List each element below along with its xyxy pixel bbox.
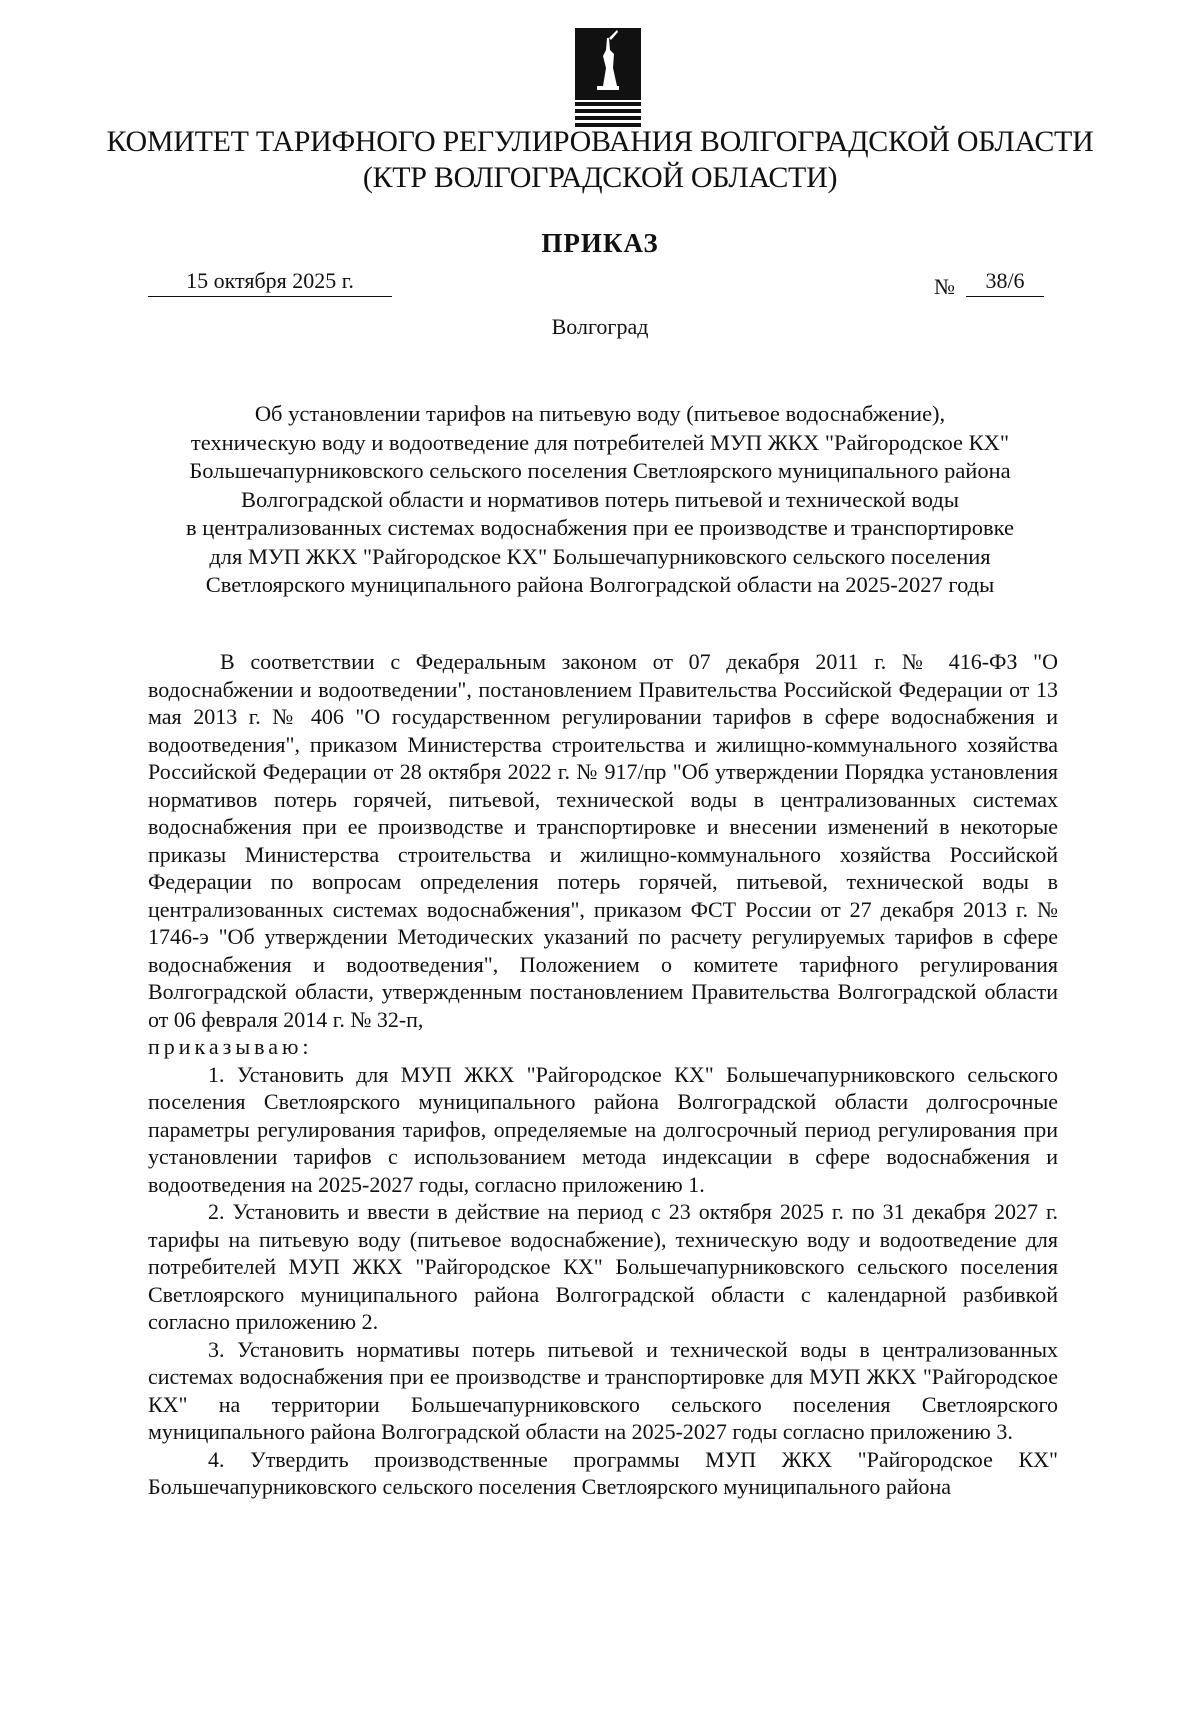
organization-name: КОМИТЕТ ТАРИФНОГО РЕГУЛИРОВАНИЯ ВОЛГОГРАДСКОЙ ОБЛАСТИ <box>106 125 1094 158</box>
subject-line: для МУП ЖКХ "Райгородское КХ" Большечапурниковского сельского поселения <box>209 543 991 569</box>
subject-line: Большечапурниковского сельского поселения Светлоярского муниципального района <box>189 458 1011 483</box>
order-number: 38/6 <box>966 266 1044 297</box>
order-item-3: 3. Установить нормативы потерь питьевой и технической воды в централизованных системах водоснабжения при ее производстве и транспортировке для МУП ЖКХ "Райгородское КХ" на территории Большечапурниковского сельского поселения Светлоярского муниципального района Волгоградской области на 2025-2027 годы согласно приложению 3. <box>148 1336 1058 1444</box>
subject-line: техническую воду и водоотведение для потребителей МУП ЖКХ "Райгородское КХ" <box>190 429 1010 455</box>
document-title: ПРИКАЗ <box>541 228 659 258</box>
subject-line: Светлоярского муниципального района Волгоградской области на 2025-2027 годы <box>205 572 995 597</box>
order-item-2: 2. Установить и ввести в действие на период с 23 октября 2025 г. по 31 декабря 2027 г. тарифы на питьевую воду (питьевое водоснабжение), техническую воду и водоотведение для потребителей МУП ЖКХ "Райгородское КХ" Большечапурниковского сельского поселения Светлоярского муниципального района Волгоградской области с календарной разбивкой согласно приложению 2. <box>148 1199 1058 1334</box>
order-item-1: 1. Установить для МУП ЖКХ "Райгородское КХ" Большечапурниковского сельского поселения Светлоярского муниципального района Волгоградской области долгосрочные параметры регулирования тарифов, определяемые на долгосрочный период регулирования при установлении тарифов с использованием метода индексации в сфере водоснабжения и водоотведения на 2025-2027 годы, согласно приложению 1. <box>148 1061 1058 1197</box>
order-date: 15 октября 2025 г. <box>148 266 392 297</box>
directive-word: приказываю: <box>148 1034 313 1059</box>
preamble-paragraph: В соответствии с Федеральным законом от 07 декабря 2011 г. № 416-ФЗ "О водоснабжении и водоотведении", постановлением Правительства Российской Федерации от 13 мая 2013 г. № 406 "О государственном регулировании тарифов в сфере водоснабжения и водоотведения", приказом Министерства строительства и жилищно-коммунального хозяйства Российской Федерации от 28 октября 2022 г. № 917/пр "Об утверждении Порядка установления нормативов потерь горячей, питьевой, технической воды в централизованных системах водоснабжения при ее производстве и транспортировке и внесении изменений в некоторые приказы Министерства строительства и жилищно-коммунального хозяйства Российской Федерации по вопросам определения потерь горячей, питьевой, технической воды в централизованных системах водоснабжения", приказом ФСТ России от 27 декабря 2013 г. № 1746-э "Об утверждении Методических указаний по расчету регулируемых тарифов в сфере водоснабжения и водоотведения", Положением о комитете тарифного регулирования Волгоградской области, утвержденным постановлением Правительства Волгоградской области от 06 февраля 2014 г. № 32-п, <box>148 649 1058 1032</box>
subject-line: Об установлении тарифов на питьевую воду (питьевое водоснабжение), <box>254 401 946 426</box>
order-body <box>148 648 1058 1501</box>
city-name: Волгоград <box>551 314 649 339</box>
subject-line: в централизованных системах водоснабжения при ее производстве и транспортировке <box>186 515 1014 540</box>
volgograd-emblem-icon <box>573 28 643 129</box>
order-item-4: 4. Утвердить производственные программы МУП ЖКХ "Райгородское КХ" Большечапурниковского сельского поселения Светлоярского муниципального района <box>148 1446 1058 1499</box>
number-sign: № <box>934 274 955 299</box>
order-subject <box>140 400 1060 600</box>
subject-line: Волгоградской области и нормативов потерь питьевой и технической воды <box>241 486 959 512</box>
organization-abbreviation: (КТР ВОЛГОГРАДСКОЙ ОБЛАСТИ) <box>362 161 838 194</box>
